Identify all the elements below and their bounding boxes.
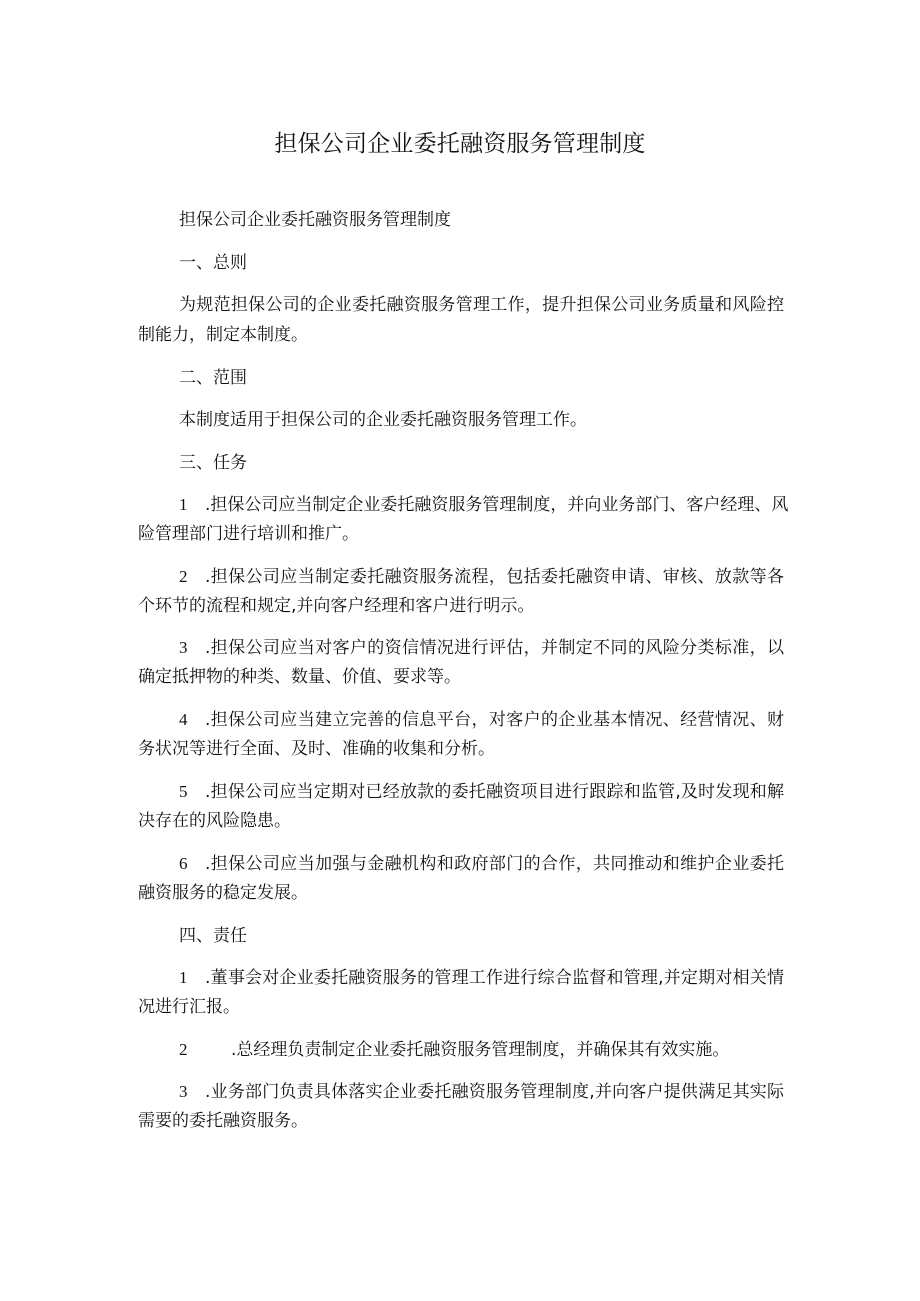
item-number: 3 <box>179 638 188 657</box>
list-item-continuation: 险管理部门进行培训和推广。 <box>138 524 359 544</box>
list-item <box>179 849 784 879</box>
item-number: 2 <box>179 1040 188 1059</box>
list-item-continuation: 融资服务的稳定发展。 <box>138 883 308 903</box>
list-item-continuation: 个环节的流程和规定,并向客户经理和客户进行明示。 <box>138 596 535 616</box>
document-subtitle: 担保公司企业委托融资服务管理制度 <box>179 210 451 230</box>
list-item <box>179 633 784 663</box>
item-number: 3 <box>179 1082 188 1101</box>
item-text: .担保公司应当制定委托融资服务流程，包括委托融资申请、审核、放款等各 <box>205 567 784 587</box>
paragraph-line: 制能力，制定本制度。 <box>138 325 308 345</box>
list-item-continuation: 况进行汇报。 <box>138 997 240 1017</box>
document-title: 担保公司企业委托融资服务管理制度 <box>274 131 646 157</box>
item-number: 1 <box>179 968 188 987</box>
paragraph-line: 本制度适用于担保公司的企业委托融资服务管理工作。 <box>179 410 587 430</box>
item-text: .担保公司应当制定企业委托融资服务管理制度，并向业务部门、客户经理、风 <box>205 495 789 515</box>
list-item <box>179 963 784 993</box>
section-heading-tasks: 三、任务 <box>179 453 247 473</box>
item-text: .担保公司应当建立完善的信息平台，对客户的企业基本情况、经营情况、财 <box>205 710 784 730</box>
section-heading-general: 一、总则 <box>179 253 247 273</box>
item-text: .担保公司应当加强与金融机构和政府部门的合作，共同推动和维护企业委托 <box>205 854 784 874</box>
item-number: 1 <box>179 495 188 514</box>
list-item <box>179 705 784 735</box>
list-item <box>179 1077 784 1107</box>
section-heading-responsibility: 四、责任 <box>179 926 247 946</box>
item-number: 6 <box>179 854 188 873</box>
list-item-continuation: 需要的委托融资服务。 <box>138 1111 308 1131</box>
item-text: .担保公司应当对客户的资信情况进行评估，并制定不同的风险分类标准，以 <box>205 638 784 658</box>
list-item <box>179 490 789 520</box>
list-item <box>179 562 784 592</box>
item-text: .董事会对企业委托融资服务的管理工作进行综合监督和管理,并定期对相关情 <box>205 968 784 988</box>
list-item <box>179 1035 784 1065</box>
list-item-continuation: 务状况等进行全面、及时、准确的收集和分析。 <box>138 739 495 759</box>
paragraph-line: 为规范担保公司的企业委托融资服务管理工作，提升担保公司业务质量和风险控 <box>179 295 784 315</box>
section-heading-scope: 二、范围 <box>179 368 247 388</box>
list-item-continuation: 决存在的风险隐患。 <box>138 811 291 831</box>
item-number: 4 <box>179 710 188 729</box>
item-text: .担保公司应当定期对已经放款的委托融资项目进行跟踪和监管,及时发现和解 <box>205 782 784 802</box>
list-item <box>179 777 784 807</box>
list-item-continuation: 确定抵押物的种类、数量、价值、要求等。 <box>138 667 461 687</box>
item-number: 5 <box>179 782 188 801</box>
item-text: .总经理负责制定企业委托融资服务管理制度，并确保其有效实施。 <box>231 1040 730 1060</box>
item-number: 2 <box>179 567 188 586</box>
item-text: .业务部门负责具体落实企业委托融资服务管理制度,并向客户提供满足其实际 <box>205 1082 784 1102</box>
